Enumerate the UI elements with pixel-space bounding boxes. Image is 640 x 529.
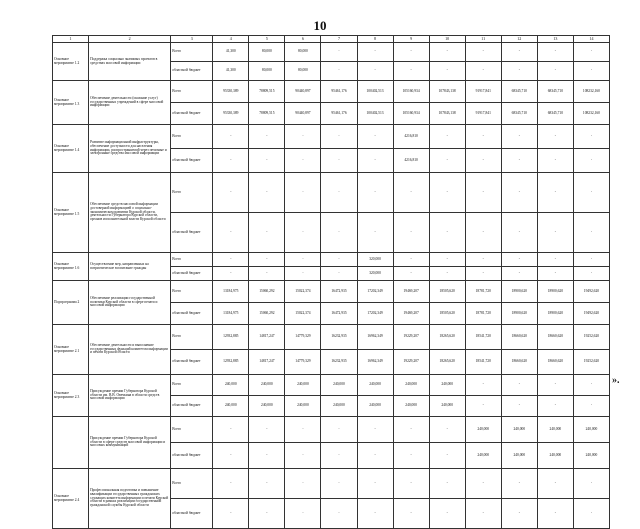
- value-cell: -: [429, 173, 465, 213]
- value-cell: 240,000: [285, 396, 321, 417]
- value-cell: 80,000: [285, 62, 321, 81]
- table-row: [53, 125, 610, 149]
- value-cell: 18781,720: [465, 281, 501, 303]
- value-cell: -: [213, 267, 249, 281]
- value-cell: 320,000: [357, 253, 393, 267]
- value-cell: -: [213, 213, 249, 253]
- measure-label: Основное мероприятие 1.3: [53, 81, 89, 125]
- measure-description: Присуждение премии Губернатора Курской области в сфере средств массовой информации и массовых коммуникаций: [89, 417, 171, 469]
- value-cell: -: [537, 149, 573, 173]
- value-cell: -: [285, 173, 321, 213]
- value-cell: 80,000: [285, 43, 321, 62]
- value-cell: -: [393, 173, 429, 213]
- value-cell: -: [501, 253, 537, 267]
- value-cell: -: [573, 173, 609, 213]
- value-cell: -: [321, 125, 357, 149]
- value-cell: 80,000: [249, 43, 285, 62]
- value-cell: 18541,720: [465, 350, 501, 375]
- table-row: [53, 469, 610, 499]
- value-cell: 18781,720: [465, 303, 501, 325]
- value-cell: -: [321, 253, 357, 267]
- header-row: [53, 36, 610, 43]
- header-cell: 13: [537, 36, 573, 43]
- value-cell: 68345,710: [537, 103, 573, 125]
- value-cell: -: [573, 253, 609, 267]
- value-cell: 105160,934: [393, 81, 429, 103]
- funding-source: областной бюджет: [171, 149, 213, 173]
- value-cell: -: [357, 213, 393, 253]
- value-cell: -: [285, 499, 321, 529]
- value-cell: -: [465, 173, 501, 213]
- value-cell: 240,000: [573, 443, 609, 469]
- value-cell: 240,000: [537, 443, 573, 469]
- value-cell: -: [393, 213, 429, 253]
- value-cell: -: [429, 469, 465, 499]
- value-cell: -: [573, 213, 609, 253]
- measure-label: Основное мероприятие 1.6: [53, 253, 89, 281]
- value-cell: -: [465, 267, 501, 281]
- value-cell: -: [249, 443, 285, 469]
- value-cell: 240,000: [249, 375, 285, 396]
- value-cell: -: [537, 213, 573, 253]
- value-cell: -: [393, 417, 429, 443]
- value-cell: 91917,841: [465, 103, 501, 125]
- value-cell: -: [537, 62, 573, 81]
- value-cell: -: [501, 125, 537, 149]
- value-cell: 15022,374: [285, 303, 321, 325]
- value-cell: 107843,138: [429, 103, 465, 125]
- funding-source: Всего: [171, 417, 213, 443]
- value-cell: -: [393, 43, 429, 62]
- value-cell: -: [465, 469, 501, 499]
- value-cell: -: [249, 499, 285, 529]
- value-cell: -: [213, 443, 249, 469]
- measure-description: Обеспечение реализации государственной политики Курской области в сфере печати и массовой информации: [89, 281, 171, 325]
- value-cell: -: [573, 125, 609, 149]
- value-cell: -: [501, 267, 537, 281]
- value-cell: 240,000: [501, 443, 537, 469]
- value-cell: -: [501, 375, 537, 396]
- value-cell: 14817,247: [249, 350, 285, 375]
- value-cell: -: [321, 62, 357, 81]
- value-cell: -: [285, 417, 321, 443]
- measure-description: Обеспечение средств массовой информации достоверной информацией о социально-экономическом развитии Курской области, деятельности Губернатора Курской области, органов исполнительной власти Курской области: [89, 173, 171, 253]
- header-cell: 3: [171, 36, 213, 43]
- funding-source: Всего: [171, 81, 213, 103]
- funding-source: областной бюджет: [171, 213, 213, 253]
- value-cell: -: [321, 43, 357, 62]
- value-cell: -: [321, 469, 357, 499]
- measure-description: Развитие информационной инфраструктуры, обеспечение доступности для населения информации, распространяемой через печатные и электронные средства массовой информации: [89, 125, 171, 173]
- value-cell: 68345,710: [501, 103, 537, 125]
- value-cell: -: [285, 253, 321, 267]
- value-cell: -: [321, 267, 357, 281]
- funding-source: Всего: [171, 43, 213, 62]
- table-row: [53, 375, 610, 396]
- value-cell: 18505,620: [429, 303, 465, 325]
- funding-source: Всего: [171, 469, 213, 499]
- value-cell: 240,000: [465, 443, 501, 469]
- value-cell: 80,000: [249, 62, 285, 81]
- value-cell: 108232,160: [573, 81, 609, 103]
- value-cell: -: [465, 396, 501, 417]
- value-cell: -: [537, 253, 573, 267]
- value-cell: 19492,620: [573, 281, 609, 303]
- table-row: [53, 325, 610, 350]
- value-cell: -: [213, 469, 249, 499]
- funding-source: Всего: [171, 173, 213, 213]
- value-cell: -: [573, 149, 609, 173]
- value-cell: 18900,620: [537, 281, 573, 303]
- value-cell: -: [393, 469, 429, 499]
- value-cell: 17202,349: [357, 281, 393, 303]
- value-cell: 240,000: [357, 396, 393, 417]
- funding-source: областной бюджет: [171, 443, 213, 469]
- value-cell: -: [501, 62, 537, 81]
- header-cell: 8: [357, 36, 393, 43]
- value-cell: -: [465, 499, 501, 529]
- value-cell: 18660,620: [537, 350, 573, 375]
- value-cell: -: [537, 267, 573, 281]
- measure-label: Основное мероприятие 2.3: [53, 375, 89, 417]
- funding-source: Всего: [171, 375, 213, 396]
- value-cell: 19252,620: [573, 350, 609, 375]
- value-cell: 16232,935: [321, 325, 357, 350]
- value-cell: 15022,374: [285, 281, 321, 303]
- value-cell: 240,000: [213, 396, 249, 417]
- value-cell: -: [465, 213, 501, 253]
- value-cell: -: [429, 149, 465, 173]
- value-cell: 18660,620: [501, 325, 537, 350]
- value-cell: -: [429, 499, 465, 529]
- value-cell: 13184,975: [213, 303, 249, 325]
- value-cell: 90440,897: [285, 103, 321, 125]
- value-cell: -: [213, 173, 249, 213]
- value-cell: -: [213, 149, 249, 173]
- header-cell: 11: [465, 36, 501, 43]
- value-cell: -: [357, 125, 393, 149]
- measure-description: Обеспечение деятельности и выполнение государственных функций комитетом информации и печати Курской области: [89, 325, 171, 375]
- value-cell: -: [249, 267, 285, 281]
- value-cell: -: [357, 417, 393, 443]
- value-cell: 16962,349: [357, 325, 393, 350]
- value-cell: -: [537, 173, 573, 213]
- value-cell: -: [537, 396, 573, 417]
- value-cell: 240,000: [213, 375, 249, 396]
- funding-source: областной бюджет: [171, 350, 213, 375]
- value-cell: -: [501, 469, 537, 499]
- value-cell: -: [393, 443, 429, 469]
- value-cell: -: [537, 125, 573, 149]
- value-cell: 18265,620: [429, 325, 465, 350]
- header-cell: 1: [53, 36, 89, 43]
- header-cell: 12: [501, 36, 537, 43]
- value-cell: -: [429, 443, 465, 469]
- value-cell: -: [501, 213, 537, 253]
- value-cell: -: [321, 173, 357, 213]
- funding-source: Всего: [171, 281, 213, 303]
- measure-label: [53, 417, 89, 469]
- value-cell: 13184,975: [213, 281, 249, 303]
- value-cell: 18660,620: [501, 350, 537, 375]
- value-cell: -: [429, 213, 465, 253]
- value-cell: 100402,513: [357, 103, 393, 125]
- value-cell: -: [357, 469, 393, 499]
- value-cell: -: [465, 43, 501, 62]
- header-cell: 14: [573, 36, 609, 43]
- value-cell: 90440,897: [285, 81, 321, 103]
- page-number: 10: [313, 18, 327, 33]
- measure-description: Присуждение премии Губернатора Курской области им. В.В. Овечкина в области средств массовой информации: [89, 375, 171, 417]
- table-row: [53, 417, 610, 443]
- value-cell: -: [429, 43, 465, 62]
- value-cell: 19252,620: [573, 325, 609, 350]
- value-cell: 240,000: [321, 375, 357, 396]
- funding-source: Всего: [171, 253, 213, 267]
- value-cell: 91917,841: [465, 81, 501, 103]
- value-cell: 240,000: [429, 396, 465, 417]
- value-cell: 16232,935: [321, 350, 357, 375]
- value-cell: -: [501, 43, 537, 62]
- measure-label: Основное мероприятие 2.4: [53, 469, 89, 529]
- value-cell: 240,000: [429, 375, 465, 396]
- continuation-mark: ».: [612, 375, 620, 386]
- measure-label: Подпрограмма 2: [53, 281, 89, 325]
- value-cell: -: [249, 417, 285, 443]
- value-cell: -: [429, 62, 465, 81]
- value-cell: 240,000: [321, 396, 357, 417]
- value-cell: 18505,620: [429, 281, 465, 303]
- value-cell: -: [465, 149, 501, 173]
- value-cell: 240,000: [357, 375, 393, 396]
- value-cell: 4216,810: [393, 149, 429, 173]
- value-cell: 14779,329: [285, 325, 321, 350]
- value-cell: -: [573, 43, 609, 62]
- value-cell: -: [393, 267, 429, 281]
- value-cell: 240,000: [501, 417, 537, 443]
- value-cell: -: [429, 253, 465, 267]
- value-cell: -: [285, 213, 321, 253]
- value-cell: 41,300: [213, 62, 249, 81]
- value-cell: -: [429, 267, 465, 281]
- measure-label: Основное мероприятие 1.4: [53, 125, 89, 173]
- value-cell: 240,000: [249, 396, 285, 417]
- value-cell: -: [249, 253, 285, 267]
- value-cell: 68345,710: [501, 81, 537, 103]
- value-cell: -: [285, 443, 321, 469]
- funding-source: областной бюджет: [171, 103, 213, 125]
- value-cell: -: [537, 375, 573, 396]
- value-cell: -: [285, 125, 321, 149]
- value-cell: 15060,292: [249, 303, 285, 325]
- value-cell: -: [465, 62, 501, 81]
- header-cell: 2: [89, 36, 171, 43]
- value-cell: 16472,935: [321, 303, 357, 325]
- measure-label: Основное мероприятие 1.5: [53, 173, 89, 253]
- value-cell: 12932,885: [213, 325, 249, 350]
- table-row: [53, 281, 610, 303]
- value-cell: 108232,160: [573, 103, 609, 125]
- funding-source: Всего: [171, 125, 213, 149]
- value-cell: 18541,720: [465, 325, 501, 350]
- measure-label: Основное мероприятие 2.1: [53, 325, 89, 375]
- value-cell: -: [573, 62, 609, 81]
- value-cell: 105160,934: [393, 103, 429, 125]
- funding-source: областной бюджет: [171, 396, 213, 417]
- table-row: [53, 81, 610, 103]
- value-cell: 41,300: [213, 43, 249, 62]
- measure-label: Основное мероприятие 1.2: [53, 43, 89, 81]
- value-cell: -: [285, 149, 321, 173]
- value-cell: -: [537, 469, 573, 499]
- value-cell: 95461,176: [321, 103, 357, 125]
- value-cell: -: [465, 125, 501, 149]
- value-cell: -: [249, 125, 285, 149]
- table-row: [53, 253, 610, 267]
- budget-table: [52, 35, 610, 529]
- value-cell: -: [321, 149, 357, 173]
- value-cell: 320,000: [357, 267, 393, 281]
- value-cell: 19229,207: [393, 350, 429, 375]
- measure-description: Осуществление мер, направленных на патриотическое воспитание граждан: [89, 253, 171, 281]
- value-cell: 17202,349: [357, 303, 393, 325]
- value-cell: -: [573, 375, 609, 396]
- value-cell: 78809,515: [249, 103, 285, 125]
- header-cell: 9: [393, 36, 429, 43]
- value-cell: -: [213, 499, 249, 529]
- value-cell: 240,000: [573, 417, 609, 443]
- value-cell: 240,000: [465, 417, 501, 443]
- value-cell: -: [321, 417, 357, 443]
- value-cell: -: [249, 149, 285, 173]
- value-cell: -: [357, 499, 393, 529]
- value-cell: 4216,810: [393, 125, 429, 149]
- table-row: [53, 43, 610, 62]
- value-cell: 95330,389: [213, 81, 249, 103]
- value-cell: 18900,620: [501, 303, 537, 325]
- value-cell: 240,000: [537, 417, 573, 443]
- value-cell: 95330,389: [213, 103, 249, 125]
- value-cell: 18900,620: [501, 281, 537, 303]
- value-cell: 14779,329: [285, 350, 321, 375]
- value-cell: 240,000: [393, 396, 429, 417]
- header-cell: 4: [213, 36, 249, 43]
- value-cell: -: [249, 213, 285, 253]
- value-cell: -: [429, 417, 465, 443]
- value-cell: 240,000: [285, 375, 321, 396]
- value-cell: -: [249, 469, 285, 499]
- value-cell: -: [573, 396, 609, 417]
- value-cell: -: [573, 267, 609, 281]
- funding-source: областной бюджет: [171, 303, 213, 325]
- value-cell: -: [501, 499, 537, 529]
- value-cell: 14817,247: [249, 325, 285, 350]
- value-cell: -: [321, 499, 357, 529]
- value-cell: -: [321, 443, 357, 469]
- value-cell: 15060,292: [249, 281, 285, 303]
- measure-description: Обеспечение деятельности (оказание услуг) государственных учреждений в сфере массовой информации: [89, 81, 171, 125]
- value-cell: -: [465, 375, 501, 396]
- value-cell: 19469,207: [393, 281, 429, 303]
- value-cell: -: [357, 43, 393, 62]
- value-cell: -: [285, 469, 321, 499]
- value-cell: -: [393, 62, 429, 81]
- value-cell: 18660,620: [537, 325, 573, 350]
- value-cell: -: [501, 396, 537, 417]
- funding-source: областной бюджет: [171, 499, 213, 529]
- value-cell: -: [321, 213, 357, 253]
- value-cell: -: [249, 173, 285, 213]
- value-cell: -: [357, 173, 393, 213]
- funding-source: областной бюджет: [171, 267, 213, 281]
- header-cell: 6: [285, 36, 321, 43]
- value-cell: 16962,349: [357, 350, 393, 375]
- value-cell: 18265,620: [429, 350, 465, 375]
- value-cell: -: [537, 43, 573, 62]
- value-cell: 12932,885: [213, 350, 249, 375]
- value-cell: 19469,207: [393, 303, 429, 325]
- value-cell: 19492,620: [573, 303, 609, 325]
- value-cell: 100402,513: [357, 81, 393, 103]
- table-row: [53, 173, 610, 213]
- value-cell: -: [213, 125, 249, 149]
- measure-description: Профессиональная подготовка и повышение квалификации государственных гражданских служащих комитета информации и печати Курской области в рамках реализации государственной гражданской службы Курской области: [89, 469, 171, 529]
- value-cell: 16472,935: [321, 281, 357, 303]
- value-cell: 107843,138: [429, 81, 465, 103]
- funding-source: областной бюджет: [171, 62, 213, 81]
- value-cell: 19229,207: [393, 325, 429, 350]
- value-cell: 95461,176: [321, 81, 357, 103]
- value-cell: -: [573, 469, 609, 499]
- value-cell: -: [285, 267, 321, 281]
- value-cell: -: [357, 149, 393, 173]
- value-cell: -: [573, 499, 609, 529]
- value-cell: -: [357, 62, 393, 81]
- value-cell: -: [213, 417, 249, 443]
- value-cell: 68345,710: [537, 81, 573, 103]
- value-cell: -: [213, 253, 249, 267]
- header-cell: 10: [429, 36, 465, 43]
- value-cell: -: [393, 499, 429, 529]
- value-cell: -: [393, 253, 429, 267]
- value-cell: -: [501, 173, 537, 213]
- value-cell: -: [501, 149, 537, 173]
- value-cell: -: [465, 253, 501, 267]
- value-cell: -: [429, 125, 465, 149]
- header-cell: 7: [321, 36, 357, 43]
- funding-source: Всего: [171, 325, 213, 350]
- value-cell: -: [357, 443, 393, 469]
- value-cell: 78809,515: [249, 81, 285, 103]
- value-cell: -: [537, 499, 573, 529]
- measure-description: Поддержка социально значимых проектов в средствах массовой информации: [89, 43, 171, 81]
- header-cell: 5: [249, 36, 285, 43]
- value-cell: 240,000: [393, 375, 429, 396]
- value-cell: 18900,620: [537, 303, 573, 325]
